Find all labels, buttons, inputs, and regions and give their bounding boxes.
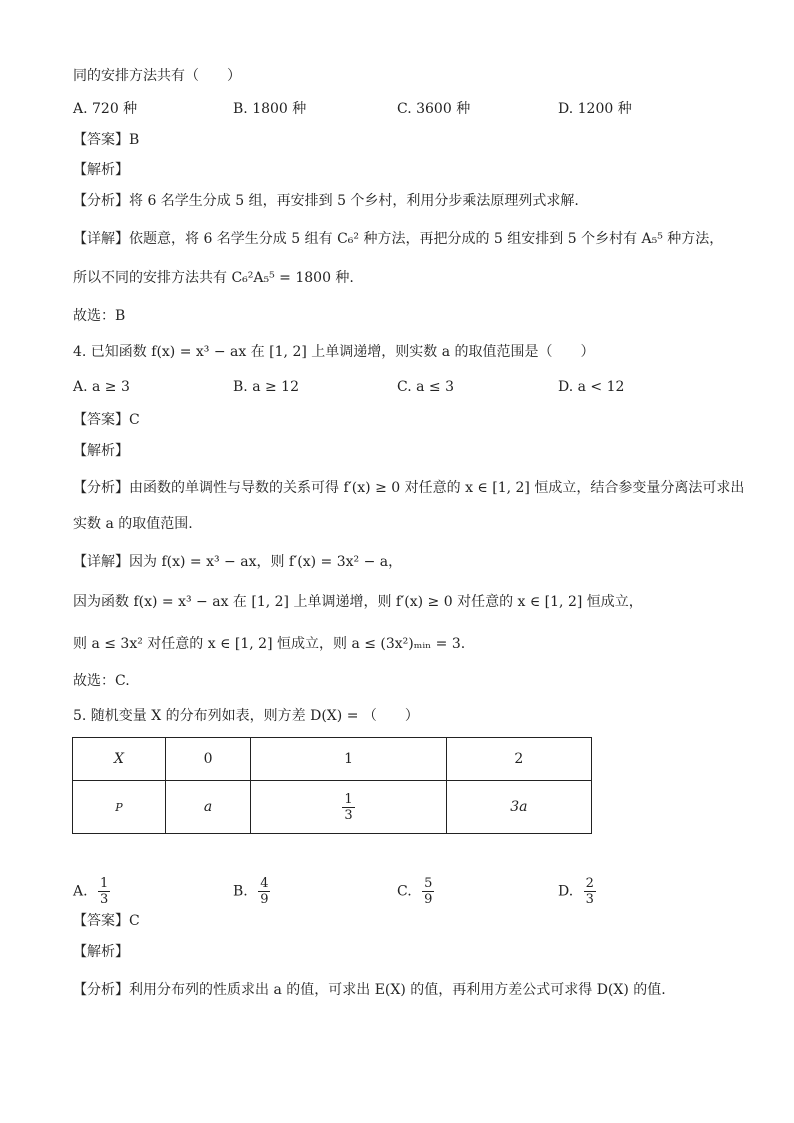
table-cell (251, 781, 446, 834)
table-row (73, 738, 592, 781)
q4-fenxi-line1: 【分析】由函数的单调性与导数的关系可得 f′(x) ≥ 0 对任意的 x ∈ [1, 2] 恒成立，结合参变量分离法可求出 (73, 480, 745, 496)
q4-stem: 4. 已知函数 f(x) = x³ − ax 在 [1, 2] 上单调递增，则实数 a 的取值范围是（ ） (73, 344, 595, 360)
table-cell: 3a (446, 781, 591, 834)
q4-options (73, 379, 733, 399)
fraction-denominator: 3 (585, 892, 594, 907)
table-cell-p-header: P (73, 781, 166, 834)
q3-option-a: A. 720 种 (73, 101, 138, 117)
fraction-numerator: 1 (100, 876, 109, 891)
table-fraction (342, 792, 354, 823)
option-letter: D. (558, 883, 574, 900)
q5-answer: 【答案】C (73, 913, 140, 929)
q4-xiangjie-line3: 则 a ≤ 3x² 对任意的 x ∈ [1, 2] 恒成立，则 a ≤ (3x²)ₘᵢₙ = 3. (73, 636, 466, 652)
option-fraction (258, 876, 270, 907)
option-fraction (422, 876, 434, 907)
table-cell-x-header: X (73, 738, 166, 781)
fraction-denominator: 3 (344, 807, 353, 823)
q3-stem-tail: 同的安排方法共有（ ） (73, 68, 241, 84)
q5-option-a (73, 876, 116, 907)
q4-option-a: A. a ≥ 3 (73, 379, 130, 395)
q5-stem: 5. 随机变量 X 的分布列如表，则方差 D(X) = （ ） (73, 708, 419, 724)
distribution-table (72, 737, 592, 834)
table-cell: 0 (165, 738, 250, 781)
fraction-numerator: 1 (344, 791, 353, 807)
q3-options (73, 98, 733, 118)
q3-answer: 【答案】B (73, 132, 140, 148)
q3-fenxi: 【分析】将 6 名学生分成 5 组，再安排到 5 个乡村，利用分步乘法原理列式求解. (73, 193, 579, 209)
q3-xiangjie: 【详解】依题意，将 6 名学生分成 5 组有 C₆² 种方法，再把分成的 5 组安排到 5 个乡村有 A₅⁵ 种方法， (73, 231, 724, 247)
fraction-numerator: 5 (424, 876, 433, 891)
fraction-numerator: 2 (585, 876, 594, 891)
q4-xiangjie-line2: 因为函数 f(x) = x³ − ax 在 [1, 2] 上单调递增，则 f′(x) ≥ 0 对任意的 x ∈ [1, 2] 恒成立， (73, 594, 643, 610)
q5-option-c (397, 876, 440, 907)
q3-conclusion: 所以不同的安排方法共有 C₆²A₅⁵ = 1800 种. (73, 270, 354, 286)
fraction-numerator: 4 (260, 876, 269, 891)
q5-analysis-label: 【解析】 (73, 944, 129, 960)
q4-option-d: D. a < 12 (558, 379, 625, 395)
q5-options (73, 866, 733, 906)
q4-fenxi-line2: 实数 a 的取值范围. (73, 516, 193, 532)
q4-option-c: C. a ≤ 3 (397, 379, 454, 395)
q3-option-b: B. 1800 种 (233, 101, 307, 117)
table-cell: 2 (446, 738, 591, 781)
q3-option-d: D. 1200 种 (558, 101, 632, 117)
option-letter: B. (233, 883, 248, 900)
table-cell: a (165, 781, 250, 834)
q3-option-c: C. 3600 种 (397, 101, 471, 117)
fraction-denominator: 9 (260, 892, 269, 907)
q4-analysis-label: 【解析】 (73, 443, 129, 459)
q3-analysis-label: 【解析】 (73, 162, 129, 178)
q3-choice: 故选：B (73, 308, 126, 324)
q5-option-b (233, 876, 276, 907)
fraction-denominator: 3 (100, 892, 109, 907)
table-row (73, 781, 592, 834)
table-cell: 1 (251, 738, 446, 781)
q4-xiangjie-line1: 【详解】因为 f(x) = x³ − ax，则 f′(x) = 3x² − a， (73, 554, 403, 570)
option-fraction (584, 876, 596, 907)
q5-option-d (558, 876, 602, 907)
q4-choice: 故选：C. (73, 673, 130, 689)
q5-fenxi: 【分析】利用分布列的性质求出 a 的值，可求出 E(X) 的值，再利用方差公式可求得 D(X) 的值. (73, 982, 666, 998)
q4-answer: 【答案】C (73, 412, 140, 428)
q4-option-b: B. a ≥ 12 (233, 379, 299, 395)
option-letter: C. (397, 883, 412, 900)
option-fraction (98, 876, 110, 907)
option-letter: A. (73, 883, 88, 900)
fraction-denominator: 9 (424, 892, 433, 907)
